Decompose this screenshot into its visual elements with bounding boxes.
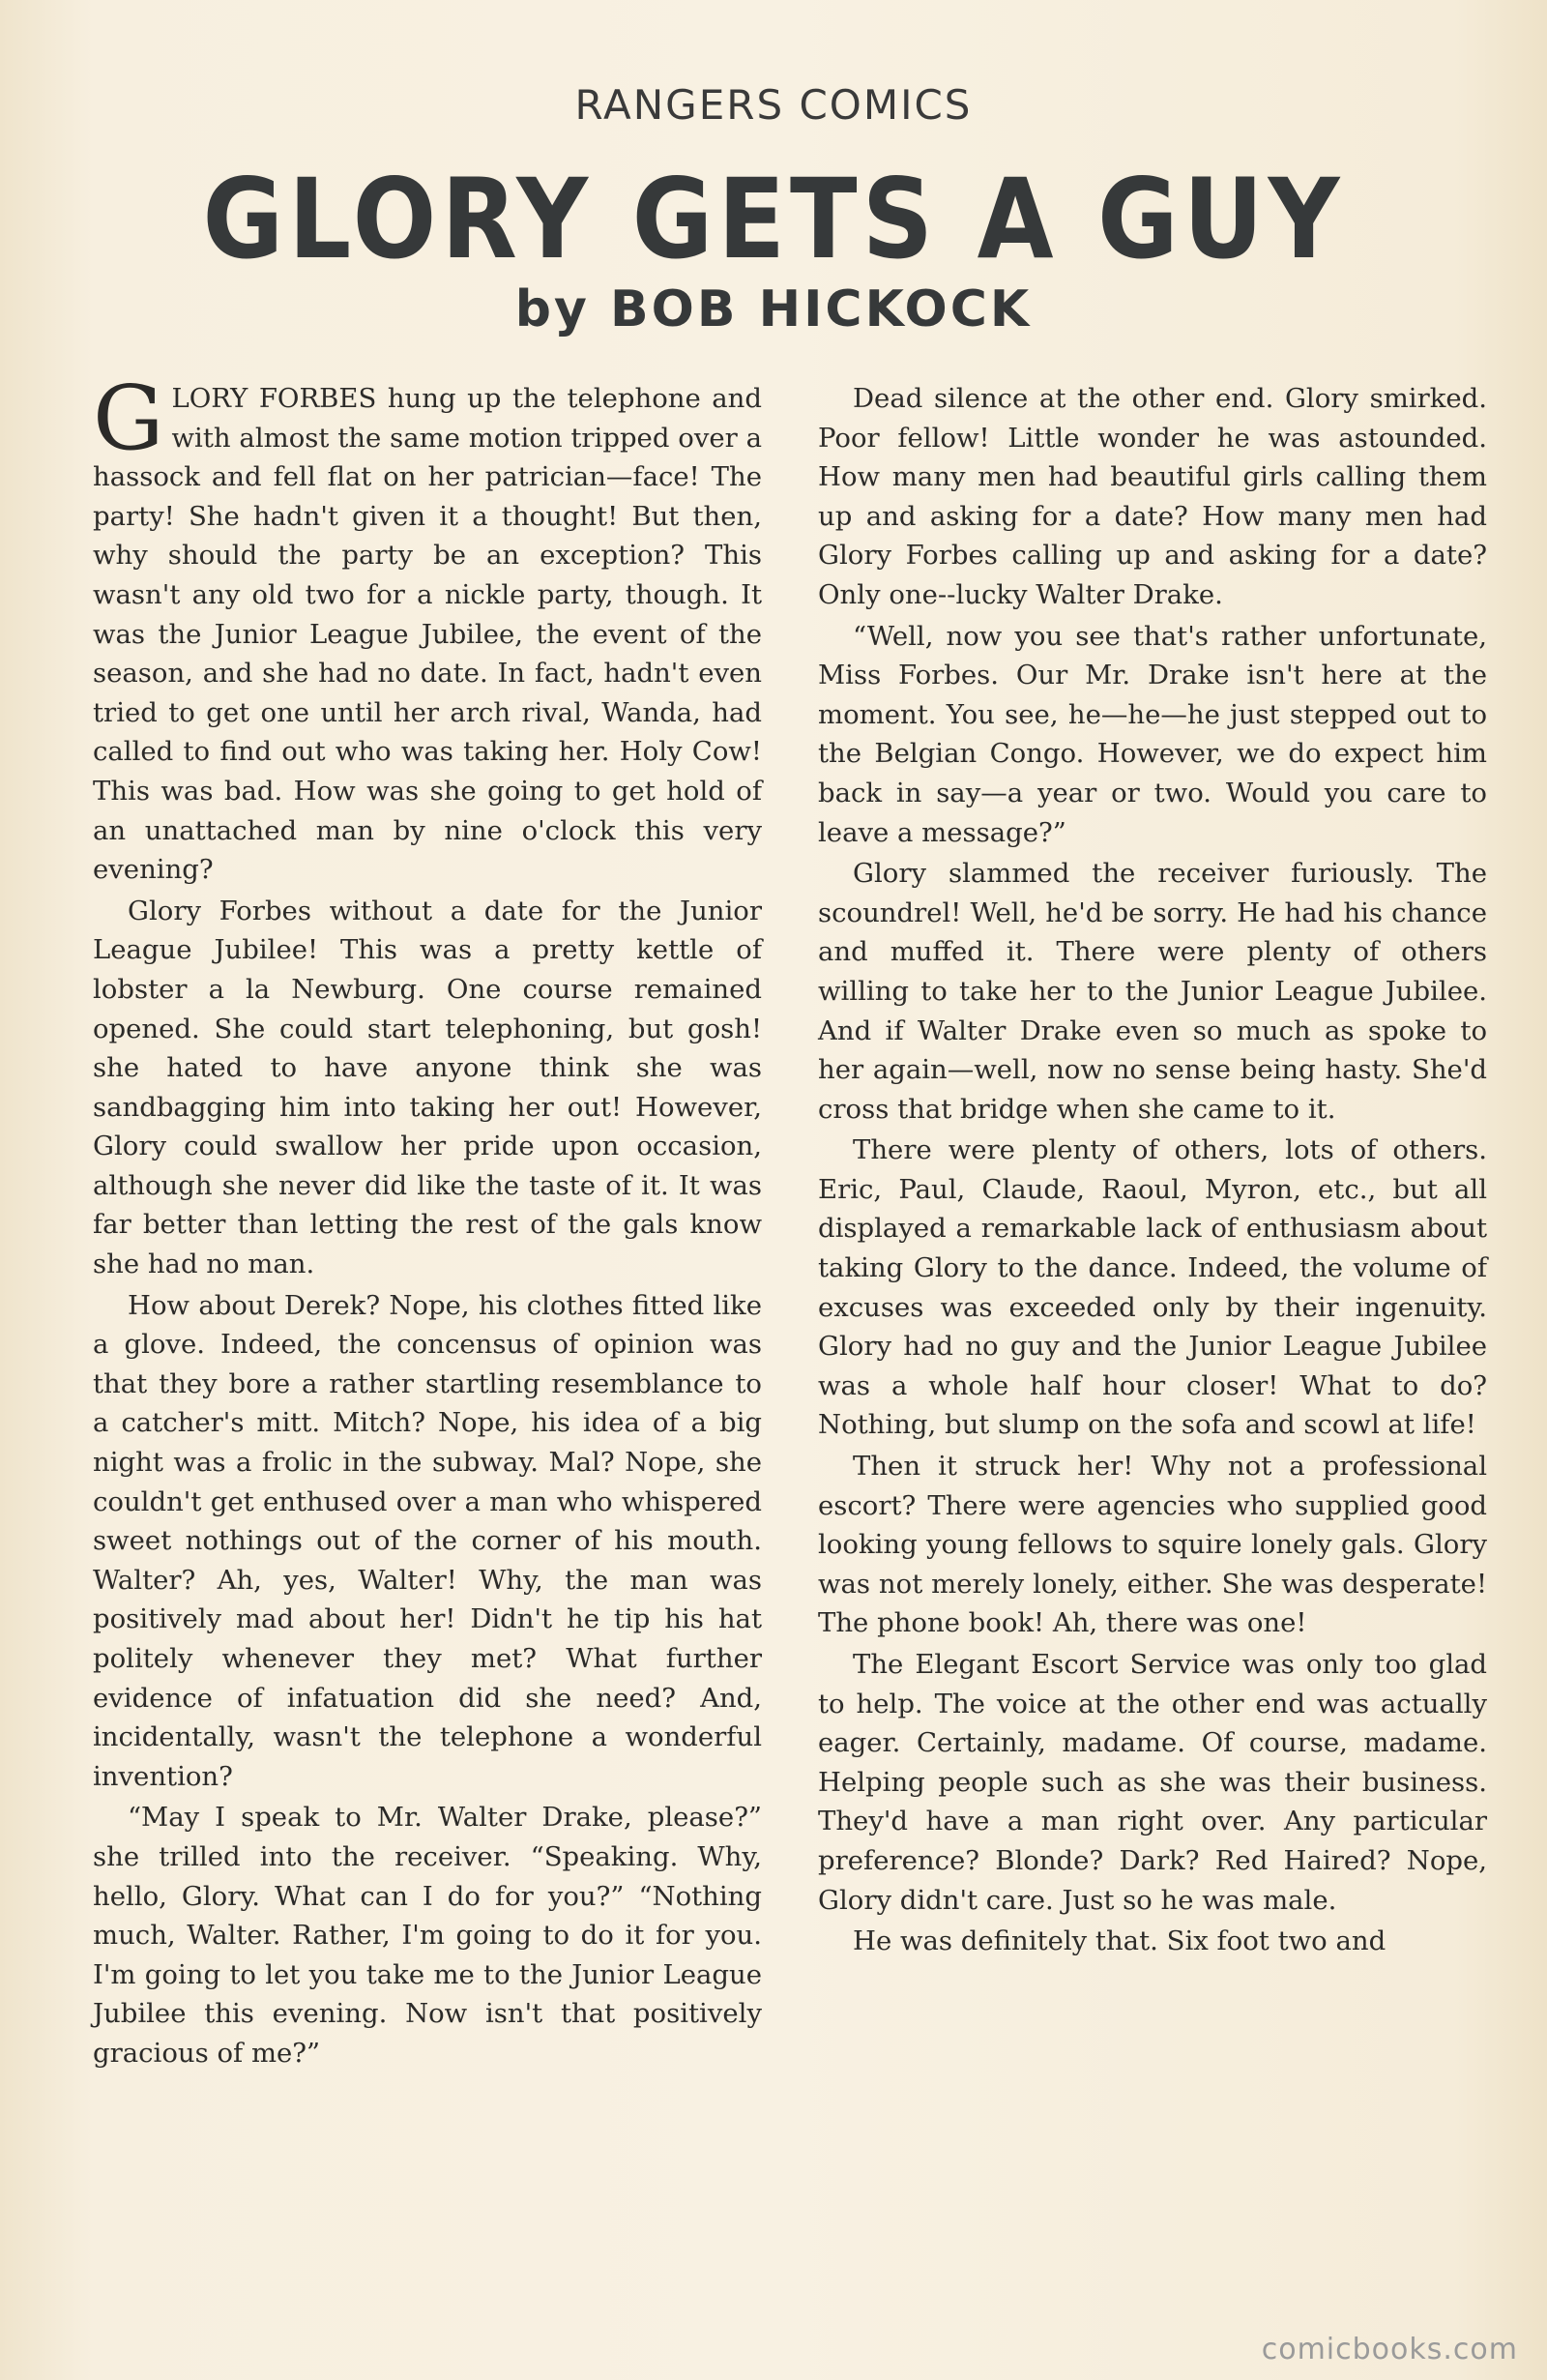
watermark: comicbooks.com: [1261, 2333, 1518, 2366]
paragraph: How about Derek? Nope, his clothes fitted like a glove. Indeed, the concensus of opinion was that they bore a rather startling resemblance to a catcher's mitt. Mitch? Nope, his idea of a big night was a frolic in the subway. Mal? Nope, she couldn't get enthused over a man who whispered sweet nothings out of the corner of his mouth. Walter? Ah, yes, Walter! Why, the man was positively mad about her! Didn't he tip his hat politely whenever they met? What further evidence of infatuation did she need? And, incidentally, wasn't the telephone a wonderful invention?: [93, 1289, 762, 1792]
paragraph: Glory slammed the receiver furiously. The scoundrel! Well, he'd be sorry. He had his chance and muffed it. There were plenty of others willing to take her to the Junior League Jubilee. And if Walter Drake even so much as spoke to her again—well, now no sense being hasty. She'd cross that bridge when she came to it.: [818, 858, 1487, 1125]
magazine-header: RANGERS COMICS: [574, 81, 973, 129]
story-title: GLORY GETS A GUY: [202, 155, 1345, 285]
paragraph: Dead silence at the other end. Glory smirked. Poor fellow! Little wonder he was astounded. How many men had beautiful girls calling them up and asking for a date? How many men had Glory Forbes calling up and asking for a date? Only one--lucky Walter Drake.: [818, 383, 1487, 610]
paragraph: Then it struck her! Why not a professional escort? There were agencies who supplied good looking young fellows to squire lonely gals. Glory was not merely lonely, either. She was desperate! The phone book! Ah, there was one!: [818, 1451, 1487, 1639]
paragraph: “Well, now you see that's rather unfortunate, Miss Forbes. Our Mr. Drake isn't here at the moment. You see, he—he—he just stepped out to the Belgian Congo. However, we do expect him back in say—a year or two. Would you care to leave a message?”: [818, 620, 1487, 848]
story-byline: by BOB HICKOCK: [514, 280, 1033, 338]
left-column: [93, 367, 762, 2075]
paragraph: He was definitely that. Six foot two and: [853, 1925, 1386, 1957]
right-column: [818, 379, 1487, 1963]
paragraph: The Elegant Escort Service was only too glad to help. The voice at the other end was actually eager. Certainly, madame. Of course, madame. Helping people such as she was their business. They'd have a man right over. Any particular preference? Blonde? Dark? Red Haired? Nope, Glory didn't care. Just so he was male.: [818, 1649, 1487, 1916]
paragraph: GLORY FORBES hung up the telephone and with almost the same motion tripped over a hassock and fell flat on her patrician—face! The party! She hadn't given it a thought! But then, why should the party be an exception? This wasn't any old two for a nickle party, though. It was the Junior League Jubilee, the event of the season, and she had no date. In fact, hadn't even tried to get one until her arch rival, Wanda, had called to find out who was taking her. Holy Cow! This was bad. How was she going to get hold of an unattached man by nine o'clock this very evening?: [93, 367, 762, 886]
paragraph: Glory Forbes without a date for the Junior League Jubilee! This was a pretty kettle of lobster a la Newburg. One course remained opened. She could start telephoning, but gosh! she hated to have anyone think she was sandbagging him into taking her out! However, Glory could swallow her pride upon occasion, although she never did like the taste of it. It was far better than letting the rest of the gals know she had no man.: [93, 895, 762, 1280]
drop-cap: G: [93, 367, 164, 470]
paragraph: “May I speak to Mr. Walter Drake, please?” she trilled into the receiver. “Speaking. Why, hello, Glory. What can I do for you?” “Nothing much, Walter. Rather, I'm going to do it for you. I'm going to let you take me to the Junior League Jubilee this evening. Now isn't that positively gracious of me?”: [93, 1802, 762, 2069]
paragraph: There were plenty of others, lots of others. Eric, Paul, Claude, Raoul, Myron, etc., but all displayed a remarkable lack of enthusiasm about taking Glory to the dance. Indeed, the volume of excuses was exceeded only by their ingenuity. Glory had no guy and the Junior League Jubilee was a whole half hour closer! What to do? Nothing, but slump on the sofa and scowl at life!: [818, 1134, 1487, 1441]
